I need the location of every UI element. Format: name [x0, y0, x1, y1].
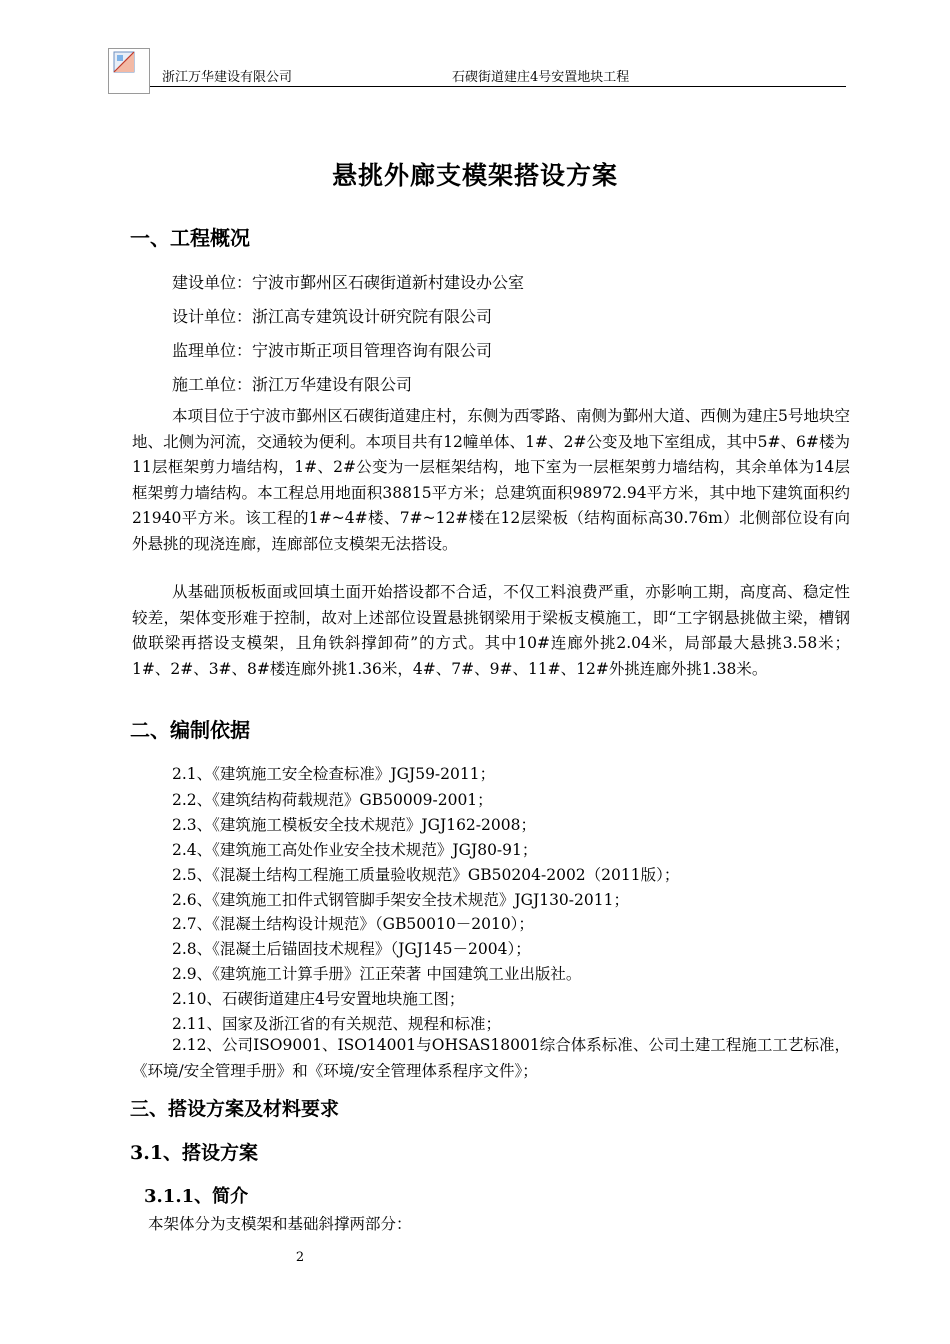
basis-item: 2.3、《建筑施工模板安全技术规范》JGJ162-2008；: [172, 816, 536, 834]
company-logo: [108, 48, 150, 94]
overview-paragraph-2: 从基础顶板板面或回填土面开始搭设都不合适，不仅工料浪费严重，亦影响工期，高度高、稳定性较差，架体变形难于控制，故对上述部位设置悬挑钢梁用于梁板支模施工，即“工字钢悬挑做主梁，槽钢做联梁再搭设支模架，且角铁斜撑卸荷”的方式。其中10#连廊外挑2.04米，局部最大悬挑3.58米；1#、2#、3#、8#楼连廊外挑1.36米，4#、7#、9#、11#、12#外挑连廊外挑1.38米。: [132, 583, 850, 678]
section-3-1-1-heading: 3.1.1、简介: [144, 1186, 249, 1207]
basis-item: 2.7、《混凝土结构设计规范》（GB50010－2010）；: [172, 915, 534, 933]
section-3-heading: 三、搭设方案及材料要求: [130, 1098, 340, 1120]
basis-item: 2.9、《建筑施工计算手册》江正荣著 中国建筑工业出版社。: [172, 965, 582, 983]
unit-builder: 建设单位：宁波市鄞州区石碶街道新村建设办公室: [172, 273, 525, 292]
page-number: 2: [295, 1250, 305, 1265]
section-1-heading: 一、工程概况: [130, 226, 250, 250]
basis-item-12: 2.12、公司ISO9001、ISO14001与OHSAS18001综合体系标准、公司土建工程施工工艺标准，《环境/安全管理手册》和《环境/安全管理体系程序文件》；: [132, 1036, 850, 1080]
section-3-1-heading: 3.1、搭设方案: [130, 1142, 259, 1164]
basis-item: 2.2、《建筑结构荷载规范》GB50009-2001；: [172, 791, 493, 809]
unit-supervisor: 监理单位：宁波市斯正项目管理咨询有限公司: [172, 341, 493, 360]
intro-text: 本架体分为支模架和基础斜撑两部分：: [148, 1215, 412, 1233]
basis-item: 2.8、《混凝土后锚固技术规程》（JGJ145－2004）；: [172, 940, 531, 958]
basis-item: 2.10、石碶街道建庄4号安置地块施工图；: [172, 990, 465, 1008]
document-title: 悬挑外廊支模架搭设方案: [331, 161, 618, 190]
basis-item: 2.1、《建筑施工安全检查标准》JGJ59-2011；: [172, 765, 496, 783]
overview-paragraph-1: 本项目位于宁波市鄞州区石碶街道建庄村，东侧为西零路、南侧为鄞州大道、西侧为建庄5号地块空地、北侧为河流，交通较为便利。本项目共有12幢单体、1#、2#公变及地下室组成，其中5#、6#楼为11层框架剪力墙结构，1#、2#公变为一层框架结构，地下室为一层框架剪力墙结构，其余单体为14层框架剪力墙结构。本工程总用地面积38815平方米；总建筑面积98972.94平方米，其中地下建筑面积约21940平方米。该工程的1#~4#楼、7#~12#楼在12层梁板（结构面标高30.76m）北侧部位设有向外悬挑的现浇连廊，连廊部位支模架无法搭设。: [132, 407, 850, 553]
basis-item: 2.11、国家及浙江省的有关规范、规程和标准；: [172, 1015, 502, 1033]
header-company: 浙江万华建设有限公司: [162, 70, 293, 85]
basis-item: 2.6、《建筑施工扣件式钢管脚手架安全技术规范》JGJ130-2011；: [172, 891, 629, 909]
header-project: 石碶街道建庄4号安置地块工程: [452, 70, 630, 85]
basis-item: 2.4、《建筑施工高处作业安全技术规范》JGJ80-91；: [172, 841, 538, 859]
basis-item: 2.5、《混凝土结构工程施工质量验收规范》GB50204-2002（2011版）；: [172, 866, 680, 884]
unit-contractor: 施工单位：浙江万华建设有限公司: [172, 375, 413, 394]
page-header: [108, 48, 846, 87]
logo-icon: [113, 51, 135, 73]
unit-designer: 设计单位：浙江高专建筑设计研究院有限公司: [172, 307, 493, 326]
section-2-heading: 二、编制依据: [130, 718, 250, 742]
